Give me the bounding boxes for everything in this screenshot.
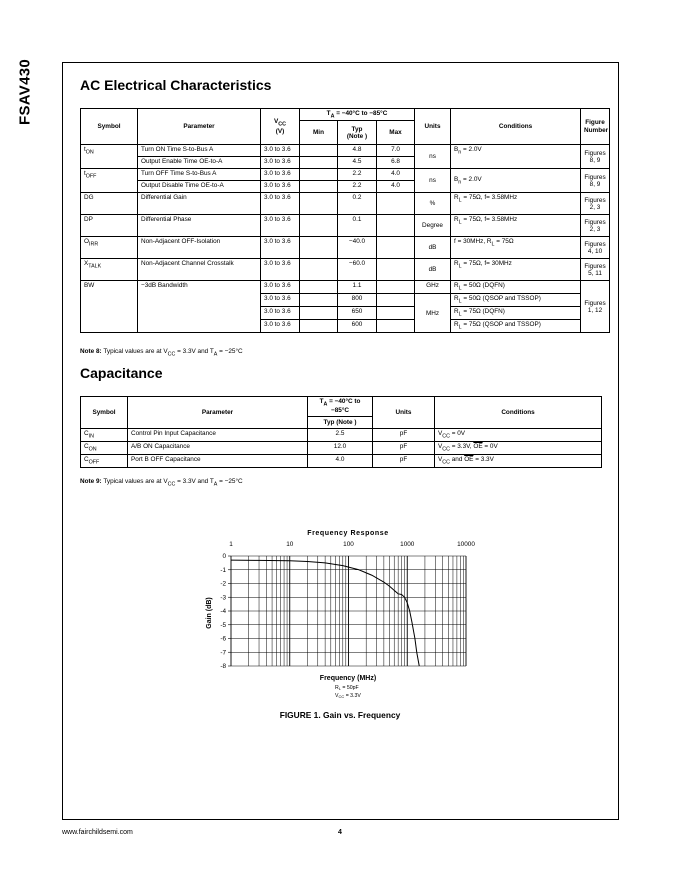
annotation-rl: RL = 50pF (335, 685, 359, 691)
cell-vcc: 3.0 to 3.6 (261, 281, 300, 294)
col-header-vcc: $V_{CC}$ (V) (261, 109, 300, 145)
col-header-conditions: Conditions (451, 109, 581, 145)
cell-typ: 600 (338, 320, 377, 333)
table-row (81, 169, 610, 181)
cell-vcc: 3.0 to 3.6 (261, 157, 300, 169)
cell-figure: Figures 2, 3 (581, 193, 610, 215)
side-title (14, 58, 36, 126)
cell-symbol: $C_{OFF}$ (81, 454, 128, 467)
footer-url: www.fairchildsemi.com (62, 829, 133, 836)
cell-units: pF (373, 428, 435, 441)
cell-units: dB (415, 237, 451, 259)
cell-figure: Figures 2, 3 (581, 215, 610, 237)
cell-symbol: $C_{ON}$ (81, 441, 128, 454)
col-header-units: Units (415, 109, 451, 145)
cell-vcc: 3.0 to 3.6 (261, 169, 300, 181)
table-row (81, 281, 610, 294)
y-tick-label: -4 (220, 608, 226, 616)
x-tick-label: 10000 (457, 541, 475, 548)
cell-max (377, 294, 415, 307)
table-row (81, 441, 602, 454)
col-header-units: Units (373, 397, 435, 429)
y-axis-label: Gain (dB) (206, 597, 213, 629)
col-header-parameter: Parameter (128, 397, 308, 429)
cell-typ: 1.1 (338, 281, 377, 294)
table-row (81, 237, 610, 259)
cell-conditions: $R_L = 75\Omega$, f= 3.58MHz (451, 193, 581, 215)
cell-typ: 0.2 (338, 193, 377, 215)
cell-vcc: 3.0 to 3.6 (261, 181, 300, 193)
table-row (81, 454, 602, 467)
cell-max (377, 281, 415, 294)
col-header-conditions: Conditions (435, 397, 602, 429)
cell-typ: 2.2 (338, 181, 377, 193)
cell-conditions: $V_{CC} = 3.3V$, $\overline{OE} = 0V$ (435, 441, 602, 454)
cell-min (300, 215, 338, 237)
table-row (81, 428, 602, 441)
cell-typ: 800 (338, 294, 377, 307)
cell-conditions: f = 30MHz, $R_L = 75\Omega$ (451, 237, 581, 259)
col-header-ta: $T_A = -40^\circ C$ to −85°C (300, 109, 415, 121)
cell-figure: Figures 8, 9 (581, 145, 610, 169)
side-title-text: FSAV430 (16, 58, 34, 126)
cell-conditions: $B_n = 2.0V$ (451, 169, 581, 193)
chart-svg (195, 525, 495, 710)
cell-symbol: $O_{IRR}$ (81, 237, 138, 259)
x-tick-label: 10 (286, 541, 294, 548)
col-header-symbol: Symbol (81, 109, 138, 145)
cell-symbol: $t_{ON}$ (81, 145, 138, 169)
cell-symbol: BW (81, 281, 138, 333)
cell-figure: Figures 8, 9 (581, 169, 610, 193)
cell-conditions: $B_n = 2.0V$ (451, 145, 581, 169)
col-header-typ: Typ (Note ) (308, 416, 373, 428)
cell-conditions: $R_L = 50\Omega$ (DQFN) (451, 281, 581, 294)
ac-characteristics-table (80, 108, 610, 333)
cell-typ: 2.2 (338, 169, 377, 181)
cell-units: pF (373, 441, 435, 454)
table-row (81, 215, 610, 237)
cell-figure: Figures 4, 10 (581, 237, 610, 259)
cell-parameter: −3dB Bandwidth (138, 281, 261, 333)
cell-max: 6.8 (377, 157, 415, 169)
cell-vcc: 3.0 to 3.6 (261, 259, 300, 281)
cell-vcc: 3.0 to 3.6 (261, 294, 300, 307)
cell-parameter: Differential Phase (138, 215, 261, 237)
y-tick-label: -1 (220, 566, 226, 574)
table-row (81, 193, 610, 215)
capacitance-table (80, 396, 602, 468)
cell-typ: 4.8 (338, 145, 377, 157)
cell-conditions: $R_L = 75\Omega$ (DQFN) (451, 307, 581, 320)
ac-heading: AC Electrical Characteristics (80, 77, 272, 93)
y-tick-label: -3 (220, 594, 226, 602)
cell-vcc: 3.0 to 3.6 (261, 193, 300, 215)
cell-symbol: DG (81, 193, 138, 215)
col-header-typ: Typ (Note ) (338, 121, 377, 145)
cell-max: 4.0 (377, 181, 415, 193)
cell-max (377, 259, 415, 281)
x-tick-label: 1000 (400, 541, 415, 548)
cell-parameter: Output Enable Time OE-to-A (138, 157, 261, 169)
annotation-vcc: VCC = 3.3V (335, 693, 361, 699)
cell-typ: 2.5 (308, 428, 373, 441)
cell-parameter: Control Pin Input Capacitance (128, 428, 308, 441)
cell-symbol: $t_{OFF}$ (81, 169, 138, 193)
col-header-symbol: Symbol (81, 397, 128, 429)
cell-min (300, 237, 338, 259)
cell-max: 7.0 (377, 145, 415, 157)
y-tick-label: -8 (220, 663, 226, 671)
cell-conditions: $V_{CC} = 0V$ (435, 428, 602, 441)
cell-typ: −60.0 (338, 259, 377, 281)
cell-units: GHz (415, 281, 451, 294)
table-row (81, 145, 610, 157)
x-tick-label: 1 (229, 541, 233, 548)
cell-min (300, 320, 338, 333)
cell-parameter: Non-Adjacent OFF-Isolation (138, 237, 261, 259)
y-tick-label: -2 (220, 580, 226, 588)
cell-parameter: Output Disable Time OE-to-A (138, 181, 261, 193)
col-header-parameter: Parameter (138, 109, 261, 145)
cell-units: ns (415, 169, 451, 193)
figure-caption: FIGURE 1. Gain vs. Frequency (279, 710, 401, 720)
cell-vcc: 3.0 to 3.6 (261, 307, 300, 320)
cell-figure: Figures 1, 12 (581, 281, 610, 333)
cell-typ: 4.0 (308, 454, 373, 467)
cell-max (377, 215, 415, 237)
cell-units: % (415, 193, 451, 215)
x-tick-label: 100 (343, 541, 354, 548)
cell-symbol: DP (81, 215, 138, 237)
cell-conditions: $R_L = 75\Omega$ (QSOP and TSSOP) (451, 320, 581, 333)
cell-parameter: Turn OFF Time S-to-Bus A (138, 169, 261, 181)
cell-parameter: Port B OFF Capacitance (128, 454, 308, 467)
cell-conditions: $R_L = 50\Omega$ (QSOP and TSSOP) (451, 294, 581, 307)
y-tick-label: -7 (220, 649, 226, 657)
cell-typ: 650 (338, 307, 377, 320)
cell-parameter: Differential Gain (138, 193, 261, 215)
cell-typ: 4.5 (338, 157, 377, 169)
col-header-max: Max (377, 121, 415, 145)
chart-title: Frequency Response (307, 530, 389, 537)
chart-grid (231, 556, 466, 666)
cell-vcc: 3.0 to 3.6 (261, 237, 300, 259)
cell-typ: 12.0 (308, 441, 373, 454)
cell-units: MHz (415, 294, 451, 333)
cell-units: ns (415, 145, 451, 169)
cell-vcc: 3.0 to 3.6 (261, 215, 300, 237)
frequency-response-chart (195, 525, 495, 710)
table-row (81, 259, 610, 281)
note-8: Note 8: Typical values are at $V_{CC} = 3.3V$ and $T_A = -25^\circ C$ (80, 348, 243, 358)
y-tick-label: -6 (220, 635, 226, 643)
note-9: Note 9: Typical values are at $V_{CC} = 3.3V$ and $T_A = -25^\circ C$ (80, 478, 243, 488)
cell-conditions: $R_L = 75\Omega$, f= 30MHz (451, 259, 581, 281)
cell-vcc: 3.0 to 3.6 (261, 145, 300, 157)
cell-parameter: Turn ON Time S-to-Bus A (138, 145, 261, 157)
cell-min (300, 259, 338, 281)
cell-conditions: $V_{CC}$ and $\overline{OE} = 3.3V$ (435, 454, 602, 467)
cell-parameter: Non-Adjacent Channel Crosstalk (138, 259, 261, 281)
cell-max: 4.0 (377, 169, 415, 181)
cell-min (300, 169, 338, 181)
cell-min (300, 281, 338, 294)
cell-units: Degree (415, 215, 451, 237)
cell-min (300, 157, 338, 169)
cell-min (300, 145, 338, 157)
capacitance-heading: Capacitance (80, 365, 163, 381)
cell-min (300, 193, 338, 215)
col-header-ta: $T_A = -40^\circ C$ to −85°C (308, 397, 373, 417)
col-header-figure: Figure Number (581, 109, 610, 145)
cell-conditions: $R_L = 75\Omega$, f= 3.58MHz (451, 215, 581, 237)
cell-min (300, 294, 338, 307)
footer-page-number: 4 (338, 829, 342, 836)
y-tick-label: 0 (222, 553, 226, 561)
cell-max (377, 320, 415, 333)
cell-units: pF (373, 454, 435, 467)
cell-symbol: $C_{IN}$ (81, 428, 128, 441)
cell-symbol: $X_{TALK}$ (81, 259, 138, 281)
cell-units: dB (415, 259, 451, 281)
cell-vcc: 3.0 to 3.6 (261, 320, 300, 333)
cell-figure: Figures 5, 11 (581, 259, 610, 281)
cell-min (300, 307, 338, 320)
cell-max (377, 193, 415, 215)
cell-typ: −40.0 (338, 237, 377, 259)
cell-typ: 0.1 (338, 215, 377, 237)
y-tick-label: -5 (220, 621, 226, 629)
x-axis-label: Frequency (MHz) (319, 675, 377, 682)
cell-max (377, 307, 415, 320)
cell-parameter: A/B ON Capacitance (128, 441, 308, 454)
cell-min (300, 181, 338, 193)
cell-max (377, 237, 415, 259)
col-header-min: Min (300, 121, 338, 145)
